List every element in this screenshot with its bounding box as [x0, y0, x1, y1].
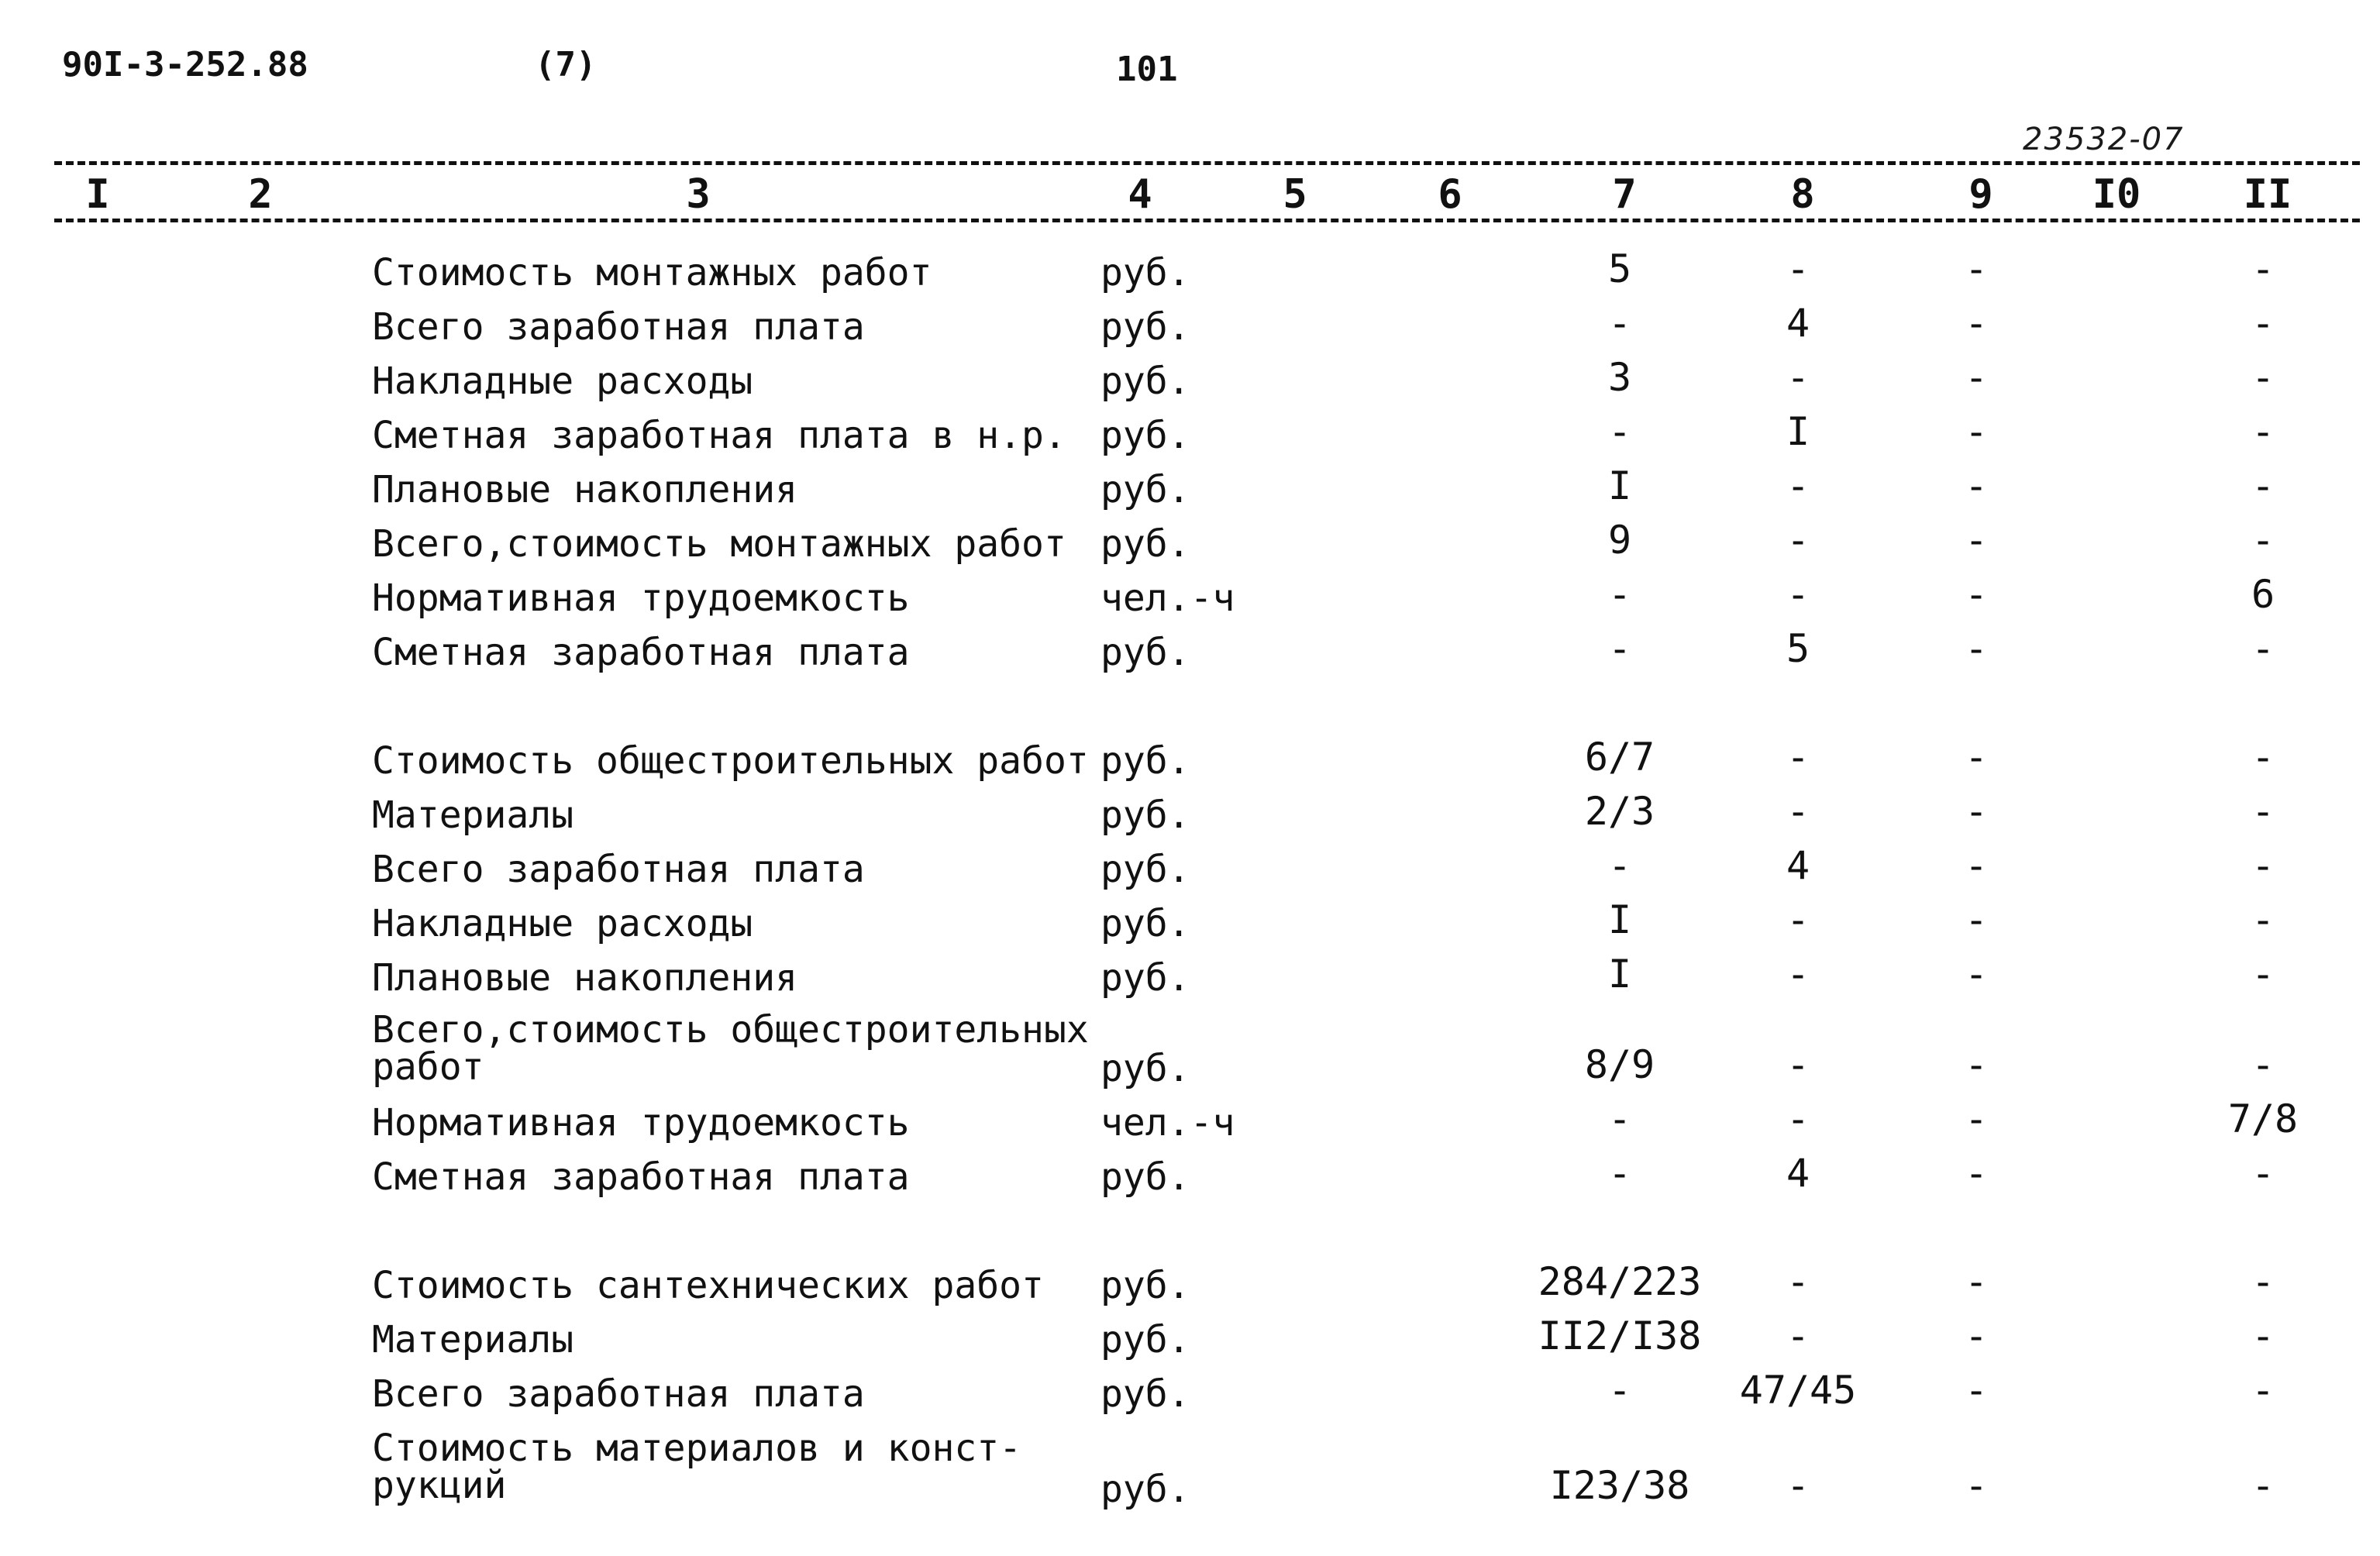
cell-col11: -	[2251, 1042, 2275, 1087]
row-label: Всего заработная плата	[372, 1372, 865, 1416]
row-label: Материалы	[372, 1318, 574, 1362]
cell-col9: -	[1964, 301, 1989, 346]
row-label: Всего заработная плата	[372, 305, 865, 349]
cell-col8: -	[1786, 897, 1810, 942]
cell-col7: -	[1607, 1151, 1632, 1196]
row-label: Стоимость сантехнических работ	[372, 1264, 1044, 1307]
row-label: Всего,стоимость общестроительных работ	[372, 1008, 1089, 1089]
row-unit: руб.	[1100, 739, 1190, 783]
row-unit: руб.	[1100, 1468, 1190, 1511]
cell-col11: -	[2251, 843, 2275, 888]
cell-col8: -	[1786, 1259, 1810, 1304]
cell-col7: 3	[1607, 355, 1632, 400]
cell-col9: -	[1964, 1096, 1989, 1141]
cell-col8: 4	[1786, 1151, 1810, 1196]
cell-col8: -	[1786, 735, 1810, 780]
cell-col11: -	[2251, 735, 2275, 780]
cell-col9: -	[1964, 897, 1989, 942]
cell-col7: II2/I38	[1538, 1313, 1702, 1358]
row-label: Материалы	[372, 793, 574, 837]
inventory-stamp: 23532-07	[2023, 122, 2185, 157]
page-number: 101	[1116, 50, 1178, 89]
cell-col7: -	[1607, 1368, 1632, 1413]
row-label: Сметная заработная плата	[372, 631, 910, 674]
cell-col9: -	[1964, 952, 1989, 997]
cell-col8: 4	[1786, 843, 1810, 888]
cell-col7: 8/9	[1584, 1042, 1655, 1087]
row-label: Стоимость монтажных работ	[372, 251, 932, 294]
cell-col9: -	[1964, 355, 1989, 400]
cell-col8: -	[1786, 463, 1810, 508]
cell-col9: -	[1964, 1151, 1989, 1196]
cell-col11: -	[2251, 952, 2275, 997]
cell-col9: -	[1964, 1259, 1989, 1304]
cell-col8: -	[1786, 952, 1810, 997]
row-unit: руб.	[1100, 956, 1190, 1000]
cell-col7: I	[1607, 463, 1632, 508]
cell-col8: 5	[1786, 626, 1810, 671]
cell-col9: -	[1964, 518, 1989, 563]
row-unit: руб.	[1100, 522, 1190, 566]
cell-col8: -	[1786, 1042, 1810, 1087]
cell-col7: 6/7	[1584, 735, 1655, 780]
cell-col8: -	[1786, 246, 1810, 291]
cell-col7: -	[1607, 572, 1632, 617]
cell-col9: -	[1964, 843, 1989, 888]
cell-col8: -	[1786, 518, 1810, 563]
cell-col7: I23/38	[1549, 1463, 1690, 1508]
cell-col8: -	[1786, 572, 1810, 617]
row-unit: руб.	[1100, 793, 1190, 837]
column-header-8: 8	[1759, 174, 1846, 215]
cell-col11: -	[2251, 1368, 2275, 1413]
row-unit: руб.	[1100, 360, 1190, 403]
cell-col9: -	[1964, 1042, 1989, 1087]
row-label: Сметная заработная плата	[372, 1155, 910, 1199]
row-unit: руб.	[1100, 1372, 1190, 1416]
cell-col9: -	[1964, 1313, 1989, 1358]
cell-col11: -	[2251, 789, 2275, 834]
row-label: Плановые накопления	[372, 956, 798, 1000]
row-label: Нормативная трудоемкость	[372, 1101, 910, 1145]
cell-col8: 47/45	[1739, 1368, 1857, 1413]
cell-col8: 4	[1786, 301, 1810, 346]
cell-col9: -	[1964, 463, 1989, 508]
cell-col9: -	[1964, 246, 1989, 291]
cell-col9: -	[1964, 409, 1989, 454]
cell-col8: -	[1786, 355, 1810, 400]
cell-col11: -	[2251, 1463, 2275, 1508]
row-unit: чел.-ч	[1100, 577, 1235, 620]
row-label: Накладные расходы	[372, 360, 753, 403]
row-unit: руб.	[1100, 468, 1190, 511]
cell-col8: I	[1786, 409, 1810, 454]
cell-col11: -	[2251, 897, 2275, 942]
cell-col11: -	[2251, 1259, 2275, 1304]
cell-col11: -	[2251, 409, 2275, 454]
cell-col11: -	[2251, 301, 2275, 346]
row-label: Плановые накопления	[372, 468, 798, 511]
cell-col7: -	[1607, 409, 1632, 454]
column-header-3: 3	[655, 174, 742, 215]
cell-col11: -	[2251, 518, 2275, 563]
row-unit: руб.	[1100, 1318, 1190, 1362]
row-unit: руб.	[1100, 848, 1190, 891]
document-code: 90I-3-252.88	[62, 45, 308, 84]
row-label: Сметная заработная плата в н.р.	[372, 414, 1066, 457]
cell-col7: -	[1607, 843, 1632, 888]
cell-col11: 6	[2251, 572, 2275, 617]
row-unit: руб.	[1100, 251, 1190, 294]
column-header-11: II	[2224, 174, 2311, 215]
column-header-5: 5	[1252, 174, 1338, 215]
cell-col7: 284/223	[1538, 1259, 1702, 1304]
row-unit: руб.	[1100, 1155, 1190, 1199]
cell-col8: -	[1786, 1463, 1810, 1508]
row-unit: руб.	[1100, 631, 1190, 674]
row-unit: руб.	[1100, 414, 1190, 457]
cell-col11: -	[2251, 1313, 2275, 1358]
header-top-rule	[54, 161, 2360, 165]
cell-col7: -	[1607, 301, 1632, 346]
cell-col8: -	[1786, 1096, 1810, 1141]
row-label: Нормативная трудоемкость	[372, 577, 910, 620]
cell-col7: I	[1607, 952, 1632, 997]
row-unit: руб.	[1100, 305, 1190, 349]
sheet-mark: (7)	[535, 45, 597, 84]
cell-col9: -	[1964, 789, 1989, 834]
cell-col9: -	[1964, 735, 1989, 780]
row-unit: чел.-ч	[1100, 1101, 1235, 1145]
row-unit: руб.	[1100, 902, 1190, 945]
row-label: Стоимость общестроительных работ	[372, 739, 1089, 783]
row-label: Всего,стоимость монтажных работ	[372, 522, 1066, 566]
cell-col9: -	[1964, 1368, 1989, 1413]
cell-col11: -	[2251, 355, 2275, 400]
cell-col11: 7/8	[2227, 1096, 2299, 1141]
row-unit: руб.	[1100, 1264, 1190, 1307]
cell-col8: -	[1786, 1313, 1810, 1358]
cell-col11: -	[2251, 463, 2275, 508]
column-header-10: I0	[2073, 174, 2160, 215]
row-label: Накладные расходы	[372, 902, 753, 945]
cell-col7: 9	[1607, 518, 1632, 563]
cell-col7: I	[1607, 897, 1632, 942]
cell-col7: -	[1607, 626, 1632, 671]
cell-col7: -	[1607, 1096, 1632, 1141]
row-label: Стоимость материалов и конст- рукций	[372, 1427, 1022, 1507]
cell-col9: -	[1964, 626, 1989, 671]
cell-col7: 5	[1607, 246, 1632, 291]
cell-col11: -	[2251, 1151, 2275, 1196]
cell-col11: -	[2251, 246, 2275, 291]
cell-col11: -	[2251, 626, 2275, 671]
row-label: Всего заработная плата	[372, 848, 865, 891]
column-header-9: 9	[1937, 174, 2024, 215]
cell-col9: -	[1964, 572, 1989, 617]
row-unit: руб.	[1100, 1047, 1190, 1090]
column-header-6: 6	[1407, 174, 1493, 215]
cell-col8: -	[1786, 789, 1810, 834]
cell-col9: -	[1964, 1463, 1989, 1508]
cell-col7: 2/3	[1584, 789, 1655, 834]
column-header-4: 4	[1097, 174, 1183, 215]
column-header-2: 2	[217, 174, 304, 215]
column-header-1: I	[54, 174, 141, 215]
column-header-7: 7	[1581, 174, 1668, 215]
header-bottom-rule	[54, 219, 2360, 222]
